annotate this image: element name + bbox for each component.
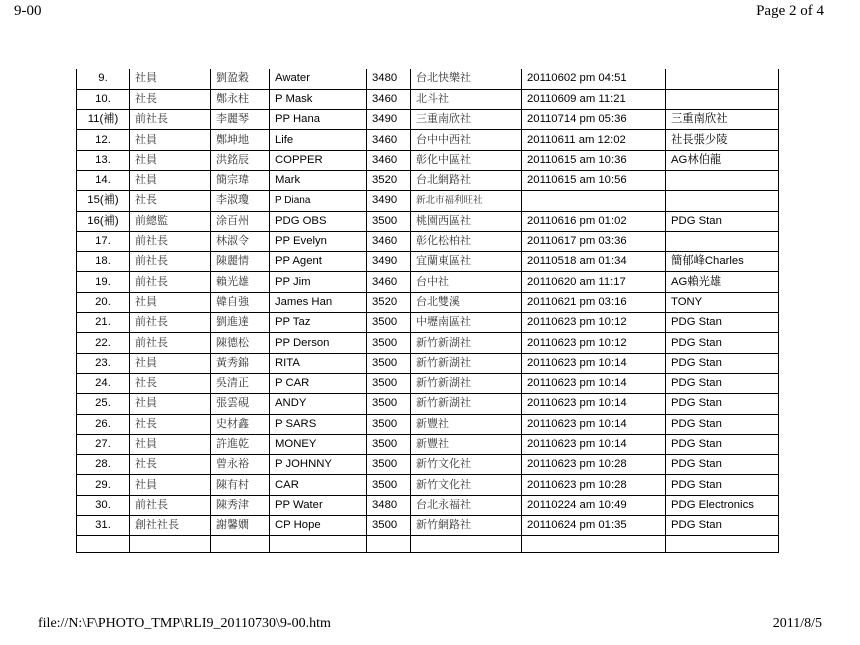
district-number: 3500 (367, 373, 411, 393)
district-number: 3460 (367, 150, 411, 170)
member-role: 社員 (130, 130, 211, 150)
club-name: 中壢南區社 (411, 313, 522, 333)
english-name: RITA (270, 353, 367, 373)
row-number: 16(補) (77, 211, 130, 231)
row-number: 12. (77, 130, 130, 150)
sponsor-name (666, 69, 779, 89)
chinese-name: 陳秀津 (211, 495, 270, 515)
district-number: 3520 (367, 292, 411, 312)
registration-datetime: 20110624 pm 01:35 (522, 516, 666, 536)
club-name: 新竹文化社 (411, 475, 522, 495)
row-number: 26. (77, 414, 130, 434)
registration-datetime: 20110602 pm 04:51 (522, 69, 666, 89)
english-name: PP Derson (270, 333, 367, 353)
chinese-name: 鄭坤地 (211, 130, 270, 150)
sponsor-name: PDG Stan (666, 455, 779, 475)
club-name: 北斗社 (411, 89, 522, 109)
english-name: James Han (270, 292, 367, 312)
table-row (77, 495, 779, 515)
sponsor-name: PDG Stan (666, 313, 779, 333)
sponsor-name (666, 191, 779, 211)
table-row (77, 516, 779, 536)
member-role: 社員 (130, 150, 211, 170)
registration-datetime: 20110224 am 10:49 (522, 495, 666, 515)
club-name: 新竹新湖社 (411, 394, 522, 414)
chinese-name: 洪銘辰 (211, 150, 270, 170)
registration-datetime: 20110623 pm 10:12 (522, 313, 666, 333)
district-number: 3460 (367, 231, 411, 251)
district-number: 3500 (367, 475, 411, 495)
sponsor-name: PDG Electronics (666, 495, 779, 515)
sponsor-name: PDG Stan (666, 333, 779, 353)
sponsor-name: PDG Stan (666, 394, 779, 414)
table-row (77, 455, 779, 475)
club-name: 新竹文化社 (411, 455, 522, 475)
sponsor-name: PDG Stan (666, 434, 779, 454)
english-name: MONEY (270, 434, 367, 454)
chinese-name: 曾永裕 (211, 455, 270, 475)
sponsor-name: PDG Stan (666, 211, 779, 231)
english-name: PP Hana (270, 110, 367, 130)
district-number: 3500 (367, 394, 411, 414)
chinese-name: 劉盈穀 (211, 69, 270, 89)
district-number: 3520 (367, 170, 411, 190)
registration-datetime: 20110611 am 12:02 (522, 130, 666, 150)
table-row (77, 150, 779, 170)
sponsor-name: AG林伯龍 (666, 150, 779, 170)
member-role: 社員 (130, 69, 211, 89)
member-role: 前社長 (130, 231, 211, 251)
table-row (77, 434, 779, 454)
chinese-name: 史材鑫 (211, 414, 270, 434)
english-name: PP Jim (270, 272, 367, 292)
registration-datetime: 20110615 am 10:36 (522, 150, 666, 170)
registration-datetime: 20110621 pm 03:16 (522, 292, 666, 312)
sponsor-name: 社長張少陵 (666, 130, 779, 150)
sponsor-name (666, 170, 779, 190)
table-row (77, 231, 779, 251)
registration-datetime: 20110615 am 10:56 (522, 170, 666, 190)
english-name: PP Evelyn (270, 231, 367, 251)
sponsor-name: PDG Stan (666, 373, 779, 393)
chinese-name: 韓自強 (211, 292, 270, 312)
english-name: P JOHNNY (270, 455, 367, 475)
member-role: 社員 (130, 434, 211, 454)
chinese-name: 鄭永柱 (211, 89, 270, 109)
registration-datetime: 20110623 pm 10:14 (522, 394, 666, 414)
member-role: 前社長 (130, 252, 211, 272)
club-name: 新竹新湖社 (411, 333, 522, 353)
chinese-name: 陳有村 (211, 475, 270, 495)
sponsor-name: 簡郁峰Charles (666, 252, 779, 272)
sponsor-name (666, 89, 779, 109)
member-role: 社長 (130, 89, 211, 109)
table-row (77, 211, 779, 231)
member-role: 社長 (130, 414, 211, 434)
district-number: 3500 (367, 353, 411, 373)
print-date: 2011/8/5 (772, 616, 822, 631)
table-row (77, 475, 779, 495)
member-role: 社長 (130, 373, 211, 393)
chinese-name: 許進乾 (211, 434, 270, 454)
english-name: ANDY (270, 394, 367, 414)
club-name: 新竹新湖社 (411, 373, 522, 393)
district-number: 3490 (367, 110, 411, 130)
table-row (77, 110, 779, 130)
row-number: 11(補) (77, 110, 130, 130)
club-name: 三重南欣社 (411, 110, 522, 130)
registration-datetime: 20110623 pm 10:28 (522, 475, 666, 495)
table-row (77, 394, 779, 414)
row-number: 19. (77, 272, 130, 292)
sponsor-name (666, 231, 779, 251)
district-number: 3500 (367, 455, 411, 475)
registration-datetime: 20110609 am 11:21 (522, 89, 666, 109)
registration-datetime: 20110623 pm 10:14 (522, 373, 666, 393)
empty-cell (211, 536, 270, 553)
row-number: 13. (77, 150, 130, 170)
member-role: 前總監 (130, 211, 211, 231)
page-header-title: 9-00 (14, 3, 42, 19)
registration-datetime: 20110714 pm 05:36 (522, 110, 666, 130)
english-name: Awater (270, 69, 367, 89)
english-name: CP Hope (270, 516, 367, 536)
district-number: 3460 (367, 130, 411, 150)
english-name: P Diana (270, 191, 367, 211)
chinese-name: 涂百州 (211, 211, 270, 231)
english-name: PDG OBS (270, 211, 367, 231)
row-number: 9. (77, 69, 130, 89)
district-number: 3490 (367, 252, 411, 272)
empty-cell (666, 536, 779, 553)
english-name: Mark (270, 170, 367, 190)
row-number: 28. (77, 455, 130, 475)
row-number: 31. (77, 516, 130, 536)
table-row (77, 333, 779, 353)
table-row (77, 89, 779, 109)
member-role: 前社長 (130, 272, 211, 292)
district-number: 3480 (367, 69, 411, 89)
member-role: 前社長 (130, 110, 211, 130)
club-name: 新北市福利旺社 (411, 191, 522, 211)
page-number: Page 2 of 4 (756, 3, 824, 19)
row-number: 15(補) (77, 191, 130, 211)
chinese-name: 劉進達 (211, 313, 270, 333)
registration-datetime (522, 191, 666, 211)
district-number: 3500 (367, 313, 411, 333)
chinese-name: 吳清正 (211, 373, 270, 393)
table-row (77, 353, 779, 373)
table-row (77, 373, 779, 393)
member-role: 前社長 (130, 495, 211, 515)
chinese-name: 謝馨嫺 (211, 516, 270, 536)
club-name: 台北雙溪 (411, 292, 522, 312)
member-role: 社員 (130, 475, 211, 495)
row-number: 18. (77, 252, 130, 272)
table-row (77, 292, 779, 312)
english-name: P CAR (270, 373, 367, 393)
chinese-name: 李麗琴 (211, 110, 270, 130)
empty-cell (367, 536, 411, 553)
member-role: 前社長 (130, 313, 211, 333)
district-number: 3500 (367, 211, 411, 231)
registration-datetime: 20110623 pm 10:14 (522, 434, 666, 454)
empty-cell (130, 536, 211, 553)
table-row (77, 170, 779, 190)
row-number: 27. (77, 434, 130, 454)
club-name: 台中社 (411, 272, 522, 292)
club-name: 台北永福社 (411, 495, 522, 515)
table-row (77, 130, 779, 150)
english-name: PP Water (270, 495, 367, 515)
row-number: 22. (77, 333, 130, 353)
english-name: P Mask (270, 89, 367, 109)
club-name: 新竹網路社 (411, 516, 522, 536)
registration-datetime: 20110616 pm 01:02 (522, 211, 666, 231)
district-number: 3490 (367, 191, 411, 211)
registration-datetime: 20110623 pm 10:28 (522, 455, 666, 475)
member-role: 創社社長 (130, 516, 211, 536)
district-number: 3500 (367, 333, 411, 353)
district-number: 3460 (367, 89, 411, 109)
club-name: 台北快樂社 (411, 69, 522, 89)
club-name: 宜蘭東區社 (411, 252, 522, 272)
club-name: 台中中西社 (411, 130, 522, 150)
empty-table-row (77, 536, 779, 553)
row-number: 10. (77, 89, 130, 109)
club-name: 新豐社 (411, 414, 522, 434)
table-row (77, 191, 779, 211)
district-number: 3500 (367, 414, 411, 434)
district-number: 3480 (367, 495, 411, 515)
club-name: 新豐社 (411, 434, 522, 454)
chinese-name: 陳德松 (211, 333, 270, 353)
district-number: 3500 (367, 434, 411, 454)
member-role: 社員 (130, 292, 211, 312)
english-name: PP Agent (270, 252, 367, 272)
sponsor-name: PDG Stan (666, 475, 779, 495)
english-name: P SARS (270, 414, 367, 434)
empty-cell (522, 536, 666, 553)
chinese-name: 李淑瓊 (211, 191, 270, 211)
sponsor-name: PDG Stan (666, 353, 779, 373)
registration-datetime: 20110518 am 01:34 (522, 252, 666, 272)
chinese-name: 陳麗情 (211, 252, 270, 272)
chinese-name: 張雲硯 (211, 394, 270, 414)
chinese-name: 黃秀錦 (211, 353, 270, 373)
english-name: COPPER (270, 150, 367, 170)
registration-datetime: 20110623 pm 10:12 (522, 333, 666, 353)
row-number: 20. (77, 292, 130, 312)
registration-datetime: 20110617 pm 03:36 (522, 231, 666, 251)
chinese-name: 簡宗瑋 (211, 170, 270, 190)
row-number: 14. (77, 170, 130, 190)
row-number: 21. (77, 313, 130, 333)
row-number: 17. (77, 231, 130, 251)
table-row (77, 69, 779, 89)
club-name: 彰化松柏社 (411, 231, 522, 251)
club-name: 新竹新湖社 (411, 353, 522, 373)
english-name: PP Taz (270, 313, 367, 333)
member-table (76, 69, 779, 553)
sponsor-name: PDG Stan (666, 414, 779, 434)
english-name: CAR (270, 475, 367, 495)
registration-datetime: 20110620 am 11:17 (522, 272, 666, 292)
row-number: 23. (77, 353, 130, 373)
table-row (77, 252, 779, 272)
club-name: 彰化中區社 (411, 150, 522, 170)
empty-cell (411, 536, 522, 553)
member-role: 社長 (130, 191, 211, 211)
registration-datetime: 20110623 pm 10:14 (522, 353, 666, 373)
member-table-body (77, 69, 779, 553)
member-role: 前社長 (130, 333, 211, 353)
empty-cell (77, 536, 130, 553)
sponsor-name: TONY (666, 292, 779, 312)
club-name: 台北網路社 (411, 170, 522, 190)
row-number: 29. (77, 475, 130, 495)
table-row (77, 414, 779, 434)
district-number: 3500 (367, 516, 411, 536)
empty-cell (270, 536, 367, 553)
english-name: Life (270, 130, 367, 150)
sponsor-name: PDG Stan (666, 516, 779, 536)
club-name: 桃園西區社 (411, 211, 522, 231)
registration-datetime: 20110623 pm 10:14 (522, 414, 666, 434)
sponsor-name: 三重南欣社 (666, 110, 779, 130)
member-role: 社長 (130, 455, 211, 475)
row-number: 30. (77, 495, 130, 515)
table-row (77, 313, 779, 333)
table-row (77, 272, 779, 292)
file-path: file://N:\F\PHOTO_TMP\RLI9_20110730\9-00.htm (38, 616, 331, 631)
sponsor-name: AG賴光雄 (666, 272, 779, 292)
row-number: 24. (77, 373, 130, 393)
chinese-name: 賴光雄 (211, 272, 270, 292)
chinese-name: 林淑令 (211, 231, 270, 251)
member-role: 社員 (130, 394, 211, 414)
district-number: 3460 (367, 272, 411, 292)
member-role: 社員 (130, 353, 211, 373)
row-number: 25. (77, 394, 130, 414)
member-role: 社員 (130, 170, 211, 190)
